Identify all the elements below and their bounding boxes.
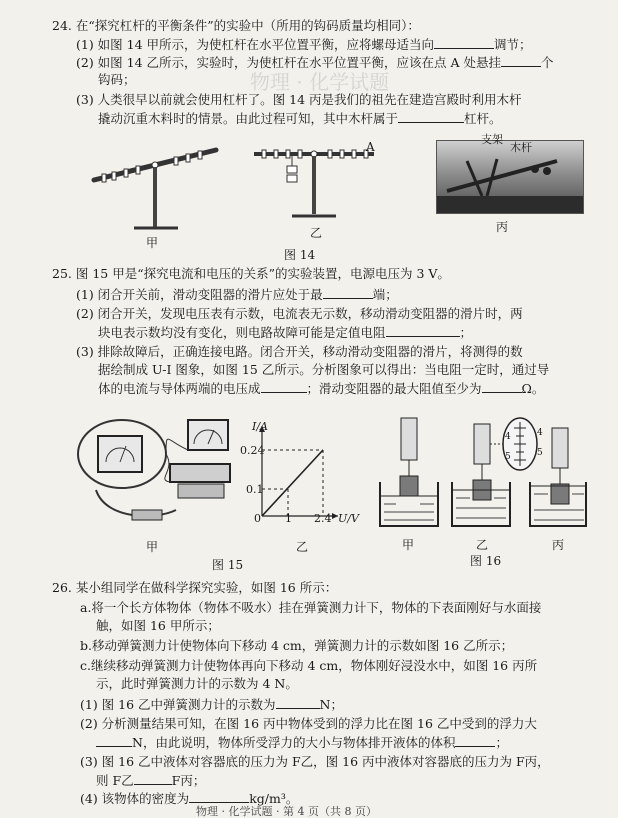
figure-15-jia xyxy=(66,410,238,534)
graph-x-tick: 0 xyxy=(254,512,261,525)
q25-part1 xyxy=(76,286,398,303)
q26-q1-tail: N； xyxy=(319,697,343,712)
q26-q1 xyxy=(80,696,343,713)
q24-p1-text: (1) 如图 14 甲所示，为使杠杆在水平位置平衡，应将螺母适当向 xyxy=(76,37,435,52)
q26-q2-text: N，由此说明，物体所受浮力的大小与物体排开液体的体积 xyxy=(132,735,456,750)
q24-p3-tail: 杠杆。 xyxy=(464,111,502,126)
graph-y-tick: 0.24 xyxy=(240,444,265,457)
figure-14-jia xyxy=(88,130,228,240)
answer-blank[interactable] xyxy=(386,324,460,337)
q24-p3-text: 撬动沉重木料时的情景。由此过程可知，其中木杆属于 xyxy=(98,111,399,126)
answer-blank[interactable] xyxy=(482,380,522,393)
q25-part3-cont1: 据绘制成 U-I 图象，如图 15 乙所示。分析图象可以得出：当电阻一定时，通过导 xyxy=(98,362,550,377)
q24-p1-tail: 调节； xyxy=(494,37,532,52)
answer-blank[interactable] xyxy=(501,54,541,67)
fig15-caption: 图 15 xyxy=(212,558,244,572)
q26-q3-tail: F丙； xyxy=(171,773,206,788)
q24-p2-text: (2) 如图 14 乙所示，实验时，为使杠杆在水平位置平衡，应该在点 A 处悬挂 xyxy=(76,55,502,70)
figure-16 xyxy=(376,414,588,536)
q24-p2-tail: 个 xyxy=(541,55,554,70)
graph-x-axis-label: U/V xyxy=(338,512,359,525)
q26-stem: 某小组同学在做科学探究实验，如图 16 所示： xyxy=(75,580,338,595)
q24-part1 xyxy=(76,36,532,53)
graph-y-axis-label: I/A xyxy=(252,420,268,433)
fig14-jia-label: 甲 xyxy=(146,236,159,250)
q26-q4-tail: kg/m³。 xyxy=(249,791,299,806)
q26-q3-text: 则 F乙 xyxy=(96,773,134,788)
q25-p2-tail: ； xyxy=(459,325,473,340)
q26-step-c: c.继续移动弹簧测力计使物体再向下移动 4 cm，物体刚好浸没水中，如图 16 丙所 xyxy=(80,658,538,673)
fig15-jia-label: 甲 xyxy=(146,540,159,554)
q25-p1-tail: 端； xyxy=(372,287,398,302)
q25-part2: (2) 闭合开关，发现电压表有示数，电流表无示数，移动滑动变阻器的滑片时，两 xyxy=(76,306,523,321)
fig16-yi-label: 乙 xyxy=(476,538,489,552)
fig15-yi-label: 乙 xyxy=(296,540,309,554)
q26-q2: (2) 分析测量结果可知，在图 16 丙中物体受到的浮力比在图 16 乙中受到的浮力大 xyxy=(80,716,537,731)
q25-p3-text: 体的电流与导体两端的电压成 xyxy=(98,381,261,396)
q25-p3-mid: ；滑动变阻器的最大阻值至少为 xyxy=(306,381,482,396)
answer-blank[interactable] xyxy=(323,286,373,299)
q24-part3: (3) 人类很早以前就会使用杠杆了。图 14 丙是我们的祖先在建造宫殿时利用木杆 xyxy=(76,92,522,107)
q25-stem: 图 15 甲是“探究电流和电压的关系”的实验装置，电源电压为 3 V。 xyxy=(75,266,450,281)
answer-blank[interactable] xyxy=(276,696,320,709)
answer-blank[interactable] xyxy=(189,790,249,803)
q26-header xyxy=(52,580,337,596)
answer-blank[interactable] xyxy=(398,110,464,123)
q25-part2-cont xyxy=(98,324,472,341)
q26-step-b: b.移动弹簧测力计使物体向下移动 4 cm，弹簧测力计的示数如图 16 乙所示； xyxy=(80,638,514,653)
q25-part3: (3) 排除故障后，正确连接电路。闭合开关，移动滑动变阻器的滑片，将测得的数 xyxy=(76,344,523,359)
fig14-yi-label: 乙 xyxy=(310,226,323,240)
scale-tick: 4 xyxy=(505,432,511,442)
graph-x-tick: 2.4 xyxy=(314,512,332,525)
q26-step-a-cont: 触，如图 16 甲所示； xyxy=(96,618,220,633)
q24-part3-cont xyxy=(98,110,502,127)
q25-p1-text: (1) 闭合开关前，滑动变阻器的滑片应处于最 xyxy=(76,287,323,302)
answer-blank[interactable] xyxy=(134,772,172,785)
q25-p3-tail: Ω。 xyxy=(521,381,545,396)
q24-header xyxy=(52,18,420,34)
q26-q1-text: (1) 图 16 乙中弹簧测力计的示数为 xyxy=(80,697,276,712)
answer-blank[interactable] xyxy=(434,36,494,49)
q24-part2-cont: 钩码； xyxy=(98,72,136,87)
page-footer: 物理 · 化学试题 · 第 4 页（共 8 页） xyxy=(196,805,377,818)
fig14-bing-label: 丙 xyxy=(496,220,509,234)
q26-q3-cont xyxy=(96,772,205,789)
answer-blank[interactable] xyxy=(261,380,307,393)
scale-tick: 4 xyxy=(537,428,543,438)
graph-x-tick: 1 xyxy=(285,512,292,525)
q24-stem: 在“探究杠杆的平衡条件”的实验中（所用的钩码质量均相同）： xyxy=(75,18,420,33)
answer-blank[interactable] xyxy=(455,734,495,747)
q25-part3-cont2 xyxy=(98,380,544,397)
scale-tick: 5 xyxy=(505,452,511,462)
q26-q4-text: (4) 该物体的密度为 xyxy=(80,791,190,806)
q26-step-c-cont: 示，此时弹簧测力计的示数为 4 N。 xyxy=(96,676,298,691)
question-number: 25. xyxy=(52,266,72,281)
question-number: 24. xyxy=(52,18,72,33)
q26-q2-cont xyxy=(96,734,508,751)
scale-tick: 5 xyxy=(537,448,543,458)
q26-q2-tail: ； xyxy=(495,735,508,750)
q26-q3: (3) 图 16 乙中液体对容器底的压力为 F乙，图 16 丙中液体对容器底的压力为 F丙， xyxy=(80,754,550,769)
fig16-caption: 图 16 xyxy=(470,554,502,568)
fig16-bing-label: 丙 xyxy=(552,538,565,552)
q26-step-a: a.将一个长方体物体（物体不吸水）挂在弹簧测力计下，物体的下表面刚好与水面接 xyxy=(80,600,542,615)
bleed-through-text: 物理 · 化学试题 xyxy=(250,70,390,94)
q25-p2-text: 块电表示数均没有变化，则电路故障可能是定值电阻 xyxy=(98,325,386,340)
support-label: 支架 xyxy=(481,133,503,146)
question-number: 26. xyxy=(52,580,72,595)
q25-header xyxy=(52,266,450,282)
point-a-label: A xyxy=(366,140,375,154)
wooden-pole-label: 木杆 xyxy=(510,141,532,154)
fig14-caption: 图 14 xyxy=(284,248,316,262)
answer-blank[interactable] xyxy=(96,734,132,747)
graph-y-tick: 0.1 xyxy=(246,483,264,496)
fig16-jia-label: 甲 xyxy=(402,538,415,552)
q24-part2 xyxy=(76,54,554,71)
